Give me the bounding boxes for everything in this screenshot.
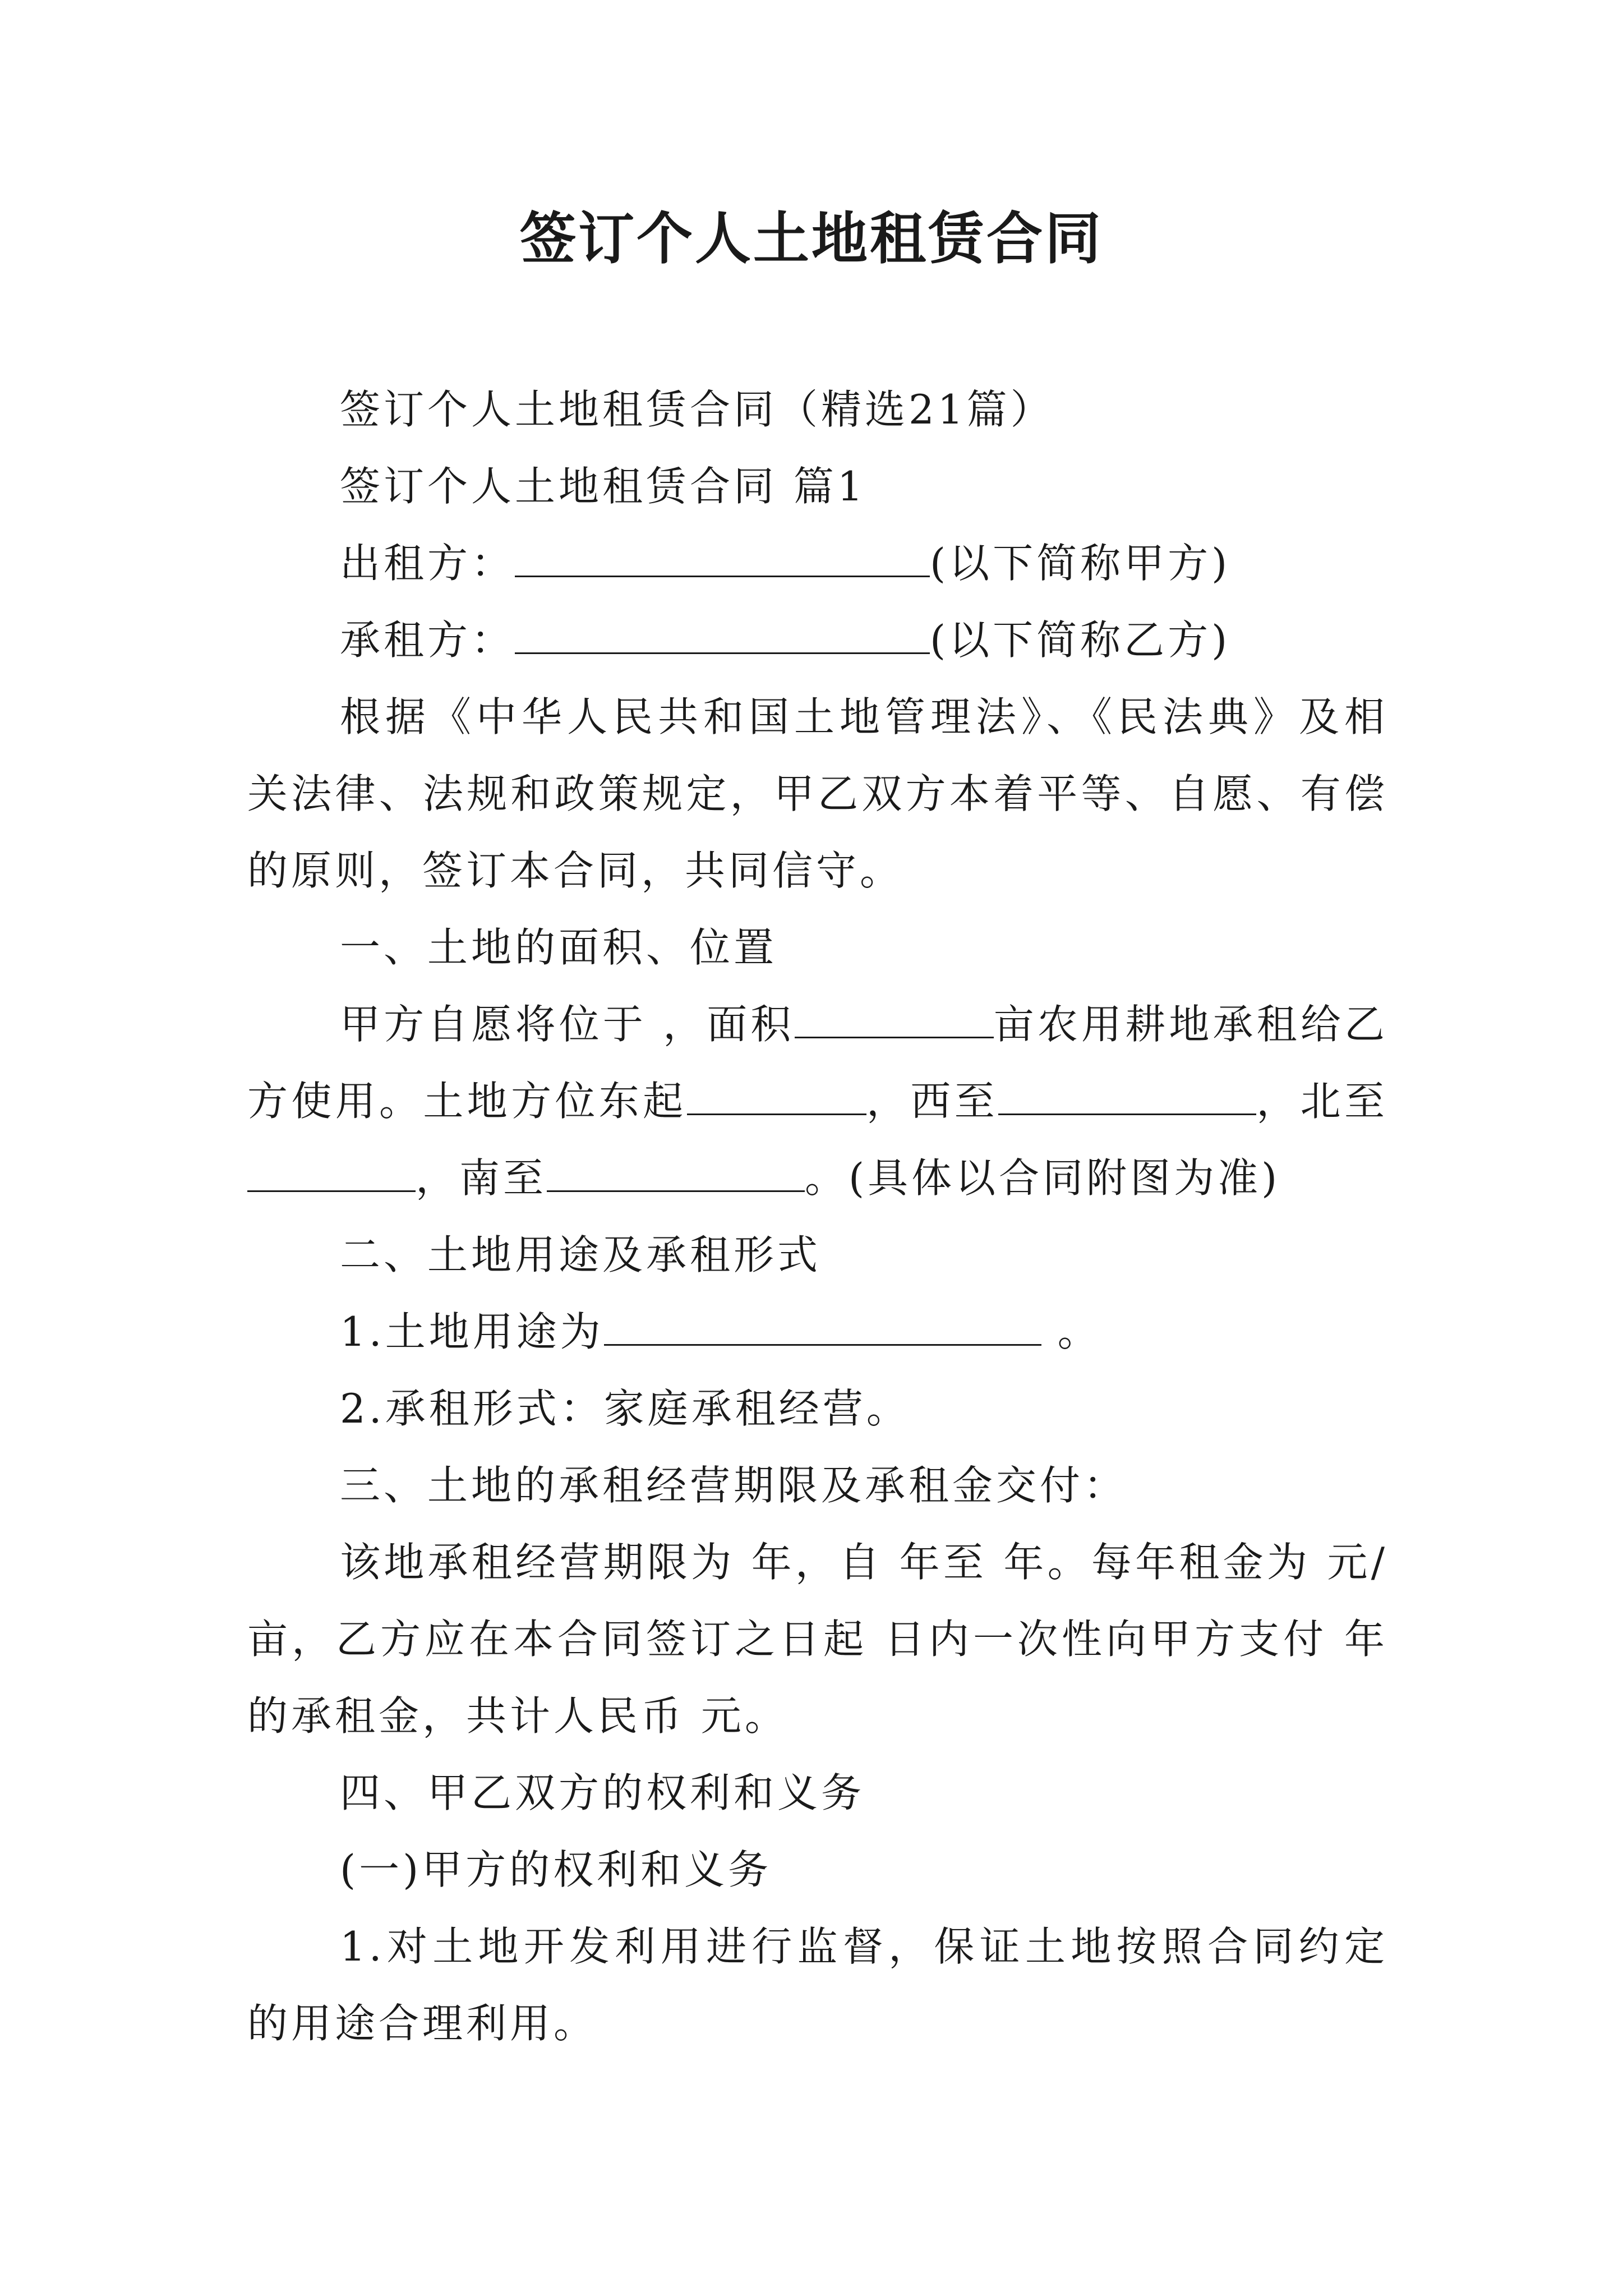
sec1-text-a: 甲方自愿将位于 ，面积 xyxy=(340,1001,795,1048)
chapter-heading: 签订个人土地租赁合同 篇1 xyxy=(340,463,866,510)
west-blank[interactable] xyxy=(998,1080,1256,1115)
document-body xyxy=(247,371,1388,2062)
lessee-line xyxy=(247,602,1388,679)
sec1-text-d: ，北至 xyxy=(1256,1078,1388,1125)
sec1-text-c: ，西至 xyxy=(866,1078,998,1125)
lessor-blank[interactable] xyxy=(515,542,930,577)
basis-paragraph: 根据《中华人民共和国土地管理法》、《民法典》及相关法律、法规和政策规定，甲乙双方本着平等、自愿、有偿的原则，签订本合同，共同信守。 xyxy=(247,693,1388,894)
section-2-item-1 xyxy=(247,1294,1388,1370)
lessee-label: 承租方： xyxy=(340,616,515,664)
land-use-label: 1.土地用途为 xyxy=(340,1308,604,1355)
sec1-text-b: 亩农用耕地承租给乙方使用。土地方位东起 xyxy=(247,1001,1388,1125)
section-2-item-2: 2.承租形式：家庭承租经营。 xyxy=(340,1385,910,1432)
subtitle: 签订个人土地租赁合同（精选21篇） xyxy=(340,386,1054,433)
lessee-blank[interactable] xyxy=(515,619,930,654)
document-title: 签订个人土地租赁合同 xyxy=(520,205,1103,272)
section-4-item-1: 1.对土地开发利用进行监督，保证土地按照合同约定的用途合理利用。 xyxy=(247,1923,1388,2047)
north-blank[interactable] xyxy=(247,1157,416,1192)
sec1-text-e: ，南至 xyxy=(416,1154,547,1202)
land-use-blank[interactable] xyxy=(604,1310,1041,1346)
section-3-heading: 三、土地的承租经营期限及承租金交付： xyxy=(340,1462,1128,1509)
sec1-text-f: 。(具体以合同附图为准) xyxy=(805,1154,1281,1202)
land-use-end: 。 xyxy=(1041,1308,1101,1355)
area-blank[interactable] xyxy=(795,1003,994,1038)
section-4-heading: 四、甲乙双方的权利和义务 xyxy=(340,1769,865,1816)
section-1-body xyxy=(247,986,1388,1217)
lessee-suffix: (以下简称乙方) xyxy=(930,616,1231,664)
south-blank[interactable] xyxy=(547,1157,805,1192)
section-4-sub-1: (一)甲方的权利和义务 xyxy=(340,1846,772,1893)
east-blank[interactable] xyxy=(687,1080,866,1115)
lessor-suffix: (以下简称甲方) xyxy=(930,540,1231,587)
lessor-line xyxy=(247,525,1388,602)
section-2-heading: 二、土地用途及承租形式 xyxy=(340,1231,822,1278)
section-1-heading: 一、土地的面积、位置 xyxy=(340,924,778,971)
section-3-body: 该地承租经营期限为 年，自 年至 年。每年租金为 元/亩，乙方应在本合同签订之日起 日内一次性向甲方支付 年的承租金，共计人民币 元。 xyxy=(247,1539,1388,1740)
lessor-label: 出租方： xyxy=(340,540,515,587)
